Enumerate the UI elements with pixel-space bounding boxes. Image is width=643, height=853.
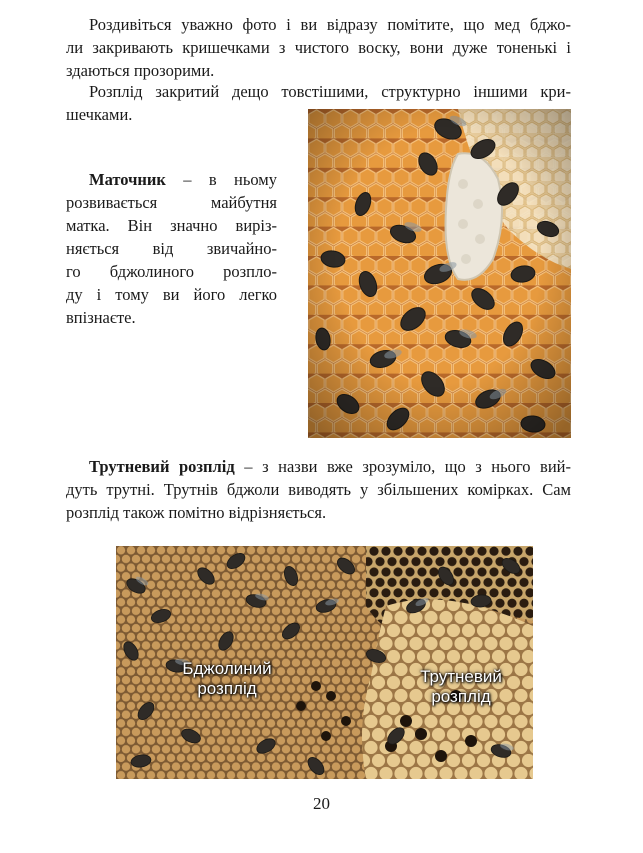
queen-cell-photo [308, 109, 571, 438]
text-line: дуть трутні. Трутнів бджоли виводять у збільшених комірках. Сам [66, 480, 571, 499]
queen-cell-term: Маточник [89, 170, 166, 189]
text-line: го бджолиного розпло- [66, 262, 277, 281]
text-line: розплід також помітно відрізняється. [66, 503, 327, 522]
text-line: Розплід закритий дещо товстішими, структурно іншими кри- [89, 82, 571, 101]
text-line: Роздивіться уважно фото і ви відразу помітите, що мед бджо- [89, 15, 571, 34]
page-number: 20 [313, 794, 330, 813]
text-line: Маточник – в ньому [89, 170, 277, 189]
text-line: няється від звичайно- [66, 239, 277, 258]
drone-brood-label: Трутневий розплід [420, 667, 502, 706]
brood-comparison-photo [116, 546, 533, 779]
drone-brood-term: Трутневий розплід [89, 457, 235, 476]
queen-cell-paragraph [66, 168, 277, 329]
text-line: матка. Він значно виріз- [66, 216, 277, 235]
intro-paragraph-cont [66, 36, 571, 82]
text-line: ли закривають кришечками з чистого воску, вони дуже тоненькі і [66, 38, 571, 57]
text-line: ду і тому ви його легко [66, 285, 277, 304]
text-line: розвивається майбутня [66, 193, 277, 212]
brood-caps-paragraph [89, 80, 571, 103]
text-line: шечками. [66, 105, 133, 124]
drone-brood-paragraph [66, 455, 571, 524]
text-line: впізнаєте. [66, 308, 136, 327]
worker-brood-label: Бджолиний розплід [182, 659, 272, 698]
text-line: здаються прозорими. [66, 61, 215, 80]
text-line: Трутневий розплід – з назви вже зрозуміло, що з нього вий- [89, 457, 571, 476]
